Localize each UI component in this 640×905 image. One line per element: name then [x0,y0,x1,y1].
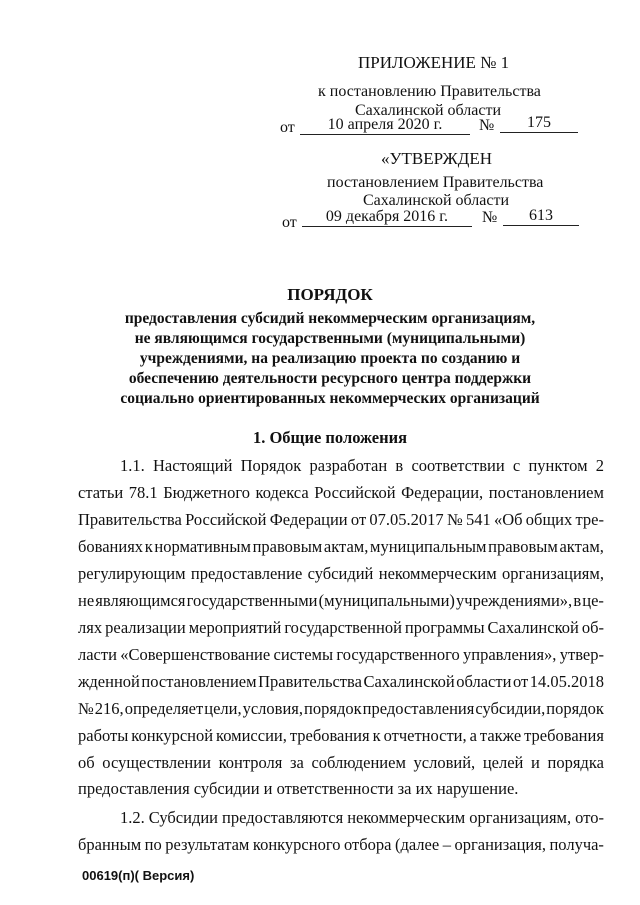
para-1-1-line: жденной постановлением Правительства Сахалинской области от 14.05.2018 [78,672,604,691]
appendix-region: Сахалинской области [355,102,502,119]
para-1-1-line: регулирующим предоставление субсидий некоммерческим организациям, [78,564,604,583]
para-1-1-line: не являющимся государственными (муниципальными) учреждениями», в це- [78,591,604,610]
footer-code: 00619(п)( Версия) [82,868,195,883]
approved-region: Сахалинской области [363,192,510,209]
para-1-1-line: 1.1. Настоящий Порядок разработан в соответствии с пунктом 2 [120,456,604,475]
appendix-date: 10 апреля 2020 г. [300,116,470,135]
approved-from-label: от [282,214,297,231]
para-1-1-line: предоставления субсидии и ответственности за их нарушение. [78,779,519,798]
approved-date: 09 декабря 2016 г. [302,208,472,227]
approved-by-resolution: постановлением Правительства [327,174,544,191]
para-1-1-line: Правительства Российской Федерации от 07.05.2017 № 541 «Об общих тре- [78,510,604,529]
para-1-1-line: об осуществлении контроля за соблюдением условий, целей и порядка [78,753,604,772]
document-subtitle [80,309,580,409]
appendix-number: 175 [500,114,578,133]
para-1-1-line: ласти «Совершенствование системы государственного управления», утвер- [78,645,604,664]
appendix-number-label: № [479,117,495,134]
approved-title: «УТВЕРЖДЕН [381,149,492,168]
subtitle-line: социально ориентированных некоммерческих организаций [120,390,540,407]
para-1-1-line: статьи 78.1 Бюджетного кодекса Российской Федерации, постановлением [78,483,604,502]
section-heading: 1. Общие положения [252,428,408,447]
subtitle-line: учреждениями, на реализацию проекта по созданию и [139,350,521,367]
para-1-1-line: работы конкурсной комиссии, требования к отчетности, а также требования [78,726,604,745]
approved-number: 613 [503,207,579,226]
document-title: ПОРЯДОК [287,285,373,304]
appendix-to-resolution: к постановлению Правительства [318,83,541,100]
appendix-title: ПРИЛОЖЕНИЕ № 1 [358,53,510,72]
para-1-1-line: бованиях к нормативным правовым актам, муниципальным правовым актам, [78,537,604,556]
para-1-2-line: 1.2. Субсидии предоставляются некоммерческим организациям, ото- [120,808,604,827]
subtitle-line: предоставления субсидий некоммерческим организациям, [124,310,536,327]
appendix-from-label: от [280,119,295,136]
para-1-1-line: № 216, определяет цели, условия, порядок предоставления субсидии, порядок [78,699,604,718]
subtitle-line: обеспечению деятельности ресурсного центра поддержки [128,370,532,387]
para-1-2-line: бранным по результатам конкурсного отбора (далее – организация, получа- [78,835,604,854]
approved-number-label: № [482,209,498,226]
para-1-1-line: лях реализации мероприятий государственной программы Сахалинской об- [78,618,604,637]
subtitle-line: не являющимся государственными (муниципальными) [134,330,526,347]
